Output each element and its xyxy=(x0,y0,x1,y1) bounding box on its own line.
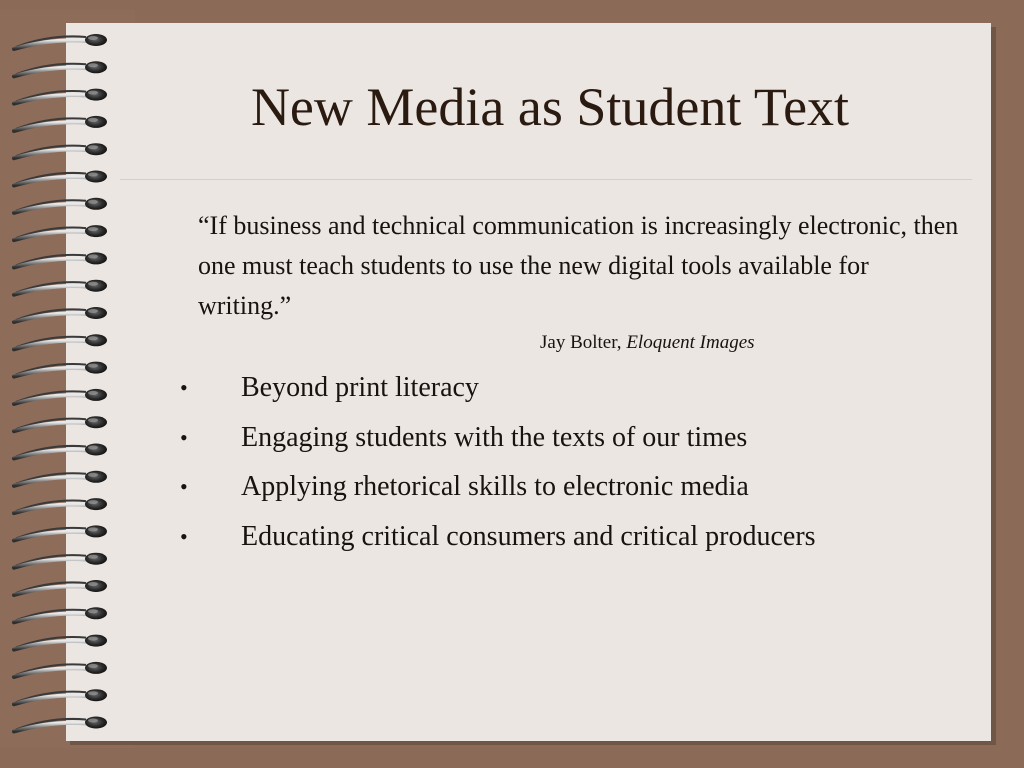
spiral-coil xyxy=(14,580,107,595)
spiral-coil xyxy=(14,34,107,49)
spiral-coil xyxy=(14,198,107,213)
spiral-coil xyxy=(14,252,107,267)
spiral-coil xyxy=(14,389,107,404)
spiral-coil xyxy=(14,171,107,186)
title-divider xyxy=(120,179,972,180)
spiral-coil xyxy=(14,607,107,622)
list-item xyxy=(180,465,816,515)
spiral-coil xyxy=(14,416,107,431)
spiral-binding-icon xyxy=(0,0,130,768)
bullet-dot: • xyxy=(180,375,188,400)
spiral-coil xyxy=(14,553,107,568)
list-item xyxy=(180,366,816,416)
spiral-coil xyxy=(14,689,107,704)
bullet-text: Applying rhetorical skills to electronic media xyxy=(241,471,749,502)
quote-text: “If business and technical communication is increasingly electronic, then one must teach students to use the new digital tools available for writing.” xyxy=(198,211,959,320)
slide-title: New Media as Student Text xyxy=(250,77,850,137)
list-item xyxy=(180,416,816,466)
spiral-coil xyxy=(14,444,107,459)
bullet-dot: • xyxy=(180,523,188,549)
spiral-coil xyxy=(14,635,107,650)
list-item xyxy=(180,515,816,565)
spiral-coil xyxy=(14,280,107,295)
spiral-coil xyxy=(14,116,107,131)
bullet-text: Educating critical consumers and critical producers xyxy=(241,520,816,552)
bullet-dot: • xyxy=(180,424,188,450)
spiral-coil xyxy=(14,362,107,377)
spiral-coil xyxy=(14,143,107,158)
spiral-coil xyxy=(14,662,107,677)
spiral-coil xyxy=(14,717,107,732)
spiral-coil xyxy=(14,471,107,486)
citation-work: Eloquent Images xyxy=(626,332,755,353)
bullet-list xyxy=(180,366,816,564)
spiral-coil xyxy=(14,89,107,104)
citation xyxy=(540,332,755,354)
bullet-dot: • xyxy=(180,474,188,499)
spiral-coil xyxy=(14,61,107,76)
bullet-text: Engaging students with the texts of our times xyxy=(241,421,748,453)
bullet-text: Beyond print literacy xyxy=(241,372,479,403)
citation-author: Jay Bolter, xyxy=(540,332,622,353)
spiral-coil xyxy=(14,225,107,240)
spiral-coil xyxy=(14,525,107,540)
spiral-coil xyxy=(14,307,107,322)
spiral-coil xyxy=(14,334,107,349)
spiral-coil xyxy=(14,498,107,513)
